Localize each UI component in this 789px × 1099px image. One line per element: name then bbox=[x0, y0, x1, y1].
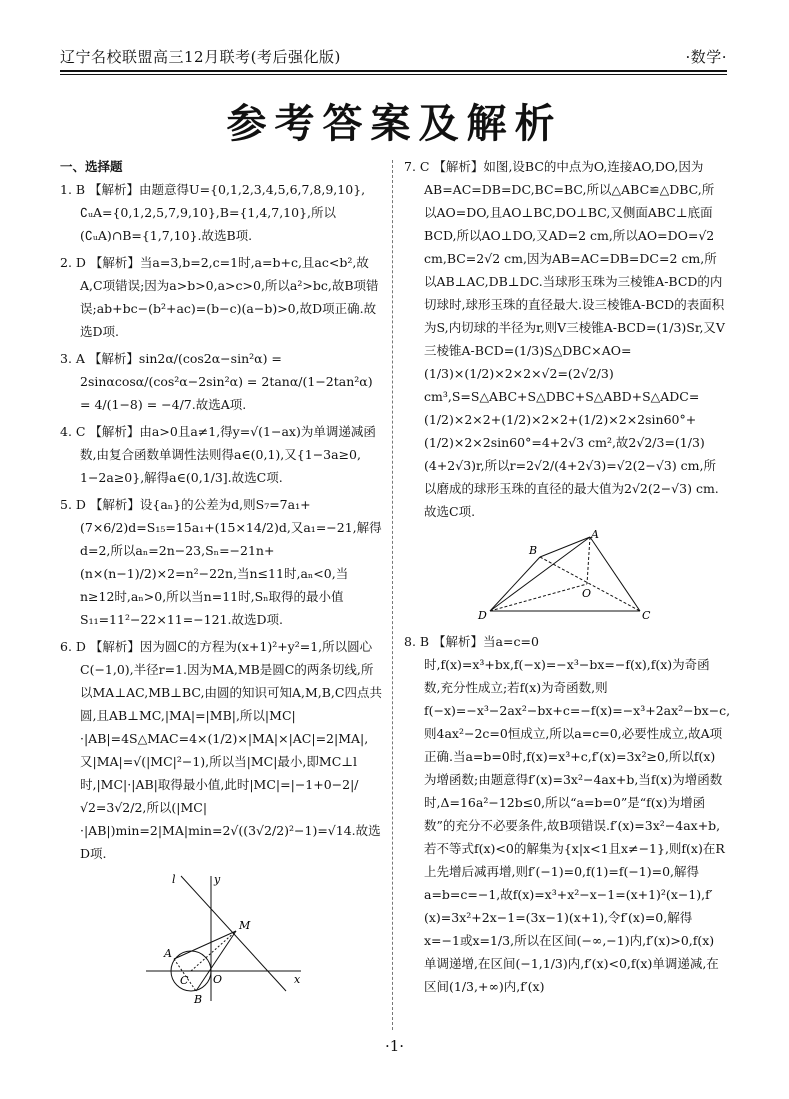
fig7-label-o: O bbox=[582, 587, 592, 600]
fig6-label-m: M bbox=[239, 919, 251, 932]
figure-7-tetrahedron bbox=[475, 529, 655, 624]
page-number: ·1· bbox=[384, 1037, 405, 1055]
fig7-label-a: A bbox=[591, 529, 599, 541]
page-header bbox=[60, 43, 727, 69]
header-rule-thin bbox=[60, 74, 727, 75]
answer-6: 6. D 【解析】因为圆C的方程为(x+1)²+y²=1,所以圆心C(−1,0),半径r=1.因为MA,MB是圆C的两条切线,所以MA⊥AC,MB⊥BC,由圆的知识可知A,M,B,C四点共圆,且AB⊥MC,|MA|=|MB|,所以|MC|·|AB|=4S△MAC=4×(1/2)×|MA|×|AC|=2|MA|,又|MA|=√(|MC|²−1),所以当|MC|最小,即MC⊥l时,|MC|·|AB|取得最小值,此时|MC|=|−1+0−2|/√2=3√2/2,所以(|MC|·|AB|)min=2|MA|min=2√((3√2/2)²−1)=√14.故选D项. bbox=[60, 639, 382, 861]
answer-7: 7. C 【解析】如图,设BC的中点为O,连接AO,DO,因为AB=AC=DB=DC,BC=BC,所以△ABC≌△DBC,所以AO=DO,且AO⊥BC,DO⊥BC,又侧面ABC⊥底面BCD,所以AO⊥DO,又AD=2 cm,所以AO=DO=√2 cm,BC=2√2 cm,因为AB=AC=DB=DC=2 cm,所以AB⊥AC,DB⊥DC.当球形玉珠为三棱锥A-BCD的内切球时,球形玉珠的直径最大.设三棱锥A-BCD的表面积为S,内切球的半径为r,则V三棱锥A-BCD=(1/3)Sr,又V三棱锥A-BCD=(1/3)S△DBC×AO=(1/3)×(1/2)×2×2×√2=(2√2/3) cm³,S=S△ABC+S△DBC+S△ABD+S△ADC=(1/2)×2×2+(1/2)×2×2+(1/2)×2×2sin60°+(1/2)×2×2sin60°=4+2√3 cm²,故2√2/3=(1/3)(4+2√3)r,所以r=2√2/(4+2√3)=√2(2−√3) cm,所以磨成的球形玉珠的直径的最大值为2√2(2−√3) cm.故选C项. bbox=[404, 159, 725, 519]
figure-6-circle-tangent bbox=[136, 871, 306, 1006]
fig6-label-x: x bbox=[294, 973, 301, 986]
answer-3: 3. A 【解析】sin2α/(cos2α−sin²α) = 2sinαcosα/(cos²α−2sin²α) = 2tanα/(1−2tan²α) = 4/(1−8) = −4/7.故选A项. bbox=[60, 351, 373, 412]
header-rule-thick bbox=[60, 70, 727, 72]
answer-5: 5. D 【解析】设{aₙ}的公差为d,则S₇=7a₁+(7×6/2)d=S₁₅=15a₁+(15×14/2)d,又a₁=−21,解得d=2,所以aₙ=2n−23,Sₙ=−21n+(n×(n−1)/2)×2=n²−22n,当n≤11时,aₙ<0,当n≥12时,aₙ>0,所以当n=11时,Sₙ取得的最小值S₁₁=11²−22×11=−121.故选D项. bbox=[60, 497, 382, 627]
exam-name: 辽宁名校联盟高三12月联考(考后强化版) bbox=[60, 47, 341, 66]
fig6-label-o: O bbox=[213, 973, 223, 986]
right-column bbox=[404, 155, 731, 1002]
column-divider bbox=[392, 160, 393, 1030]
answer-8: 8. B 【解析】当a=c=0时,f(x)=x³+bx,f(−x)=−x³−bx=−f(x),f(x)为奇函数,充分性成立;若f(x)为奇函数,则f(−x)=−x³−2ax²−bx+c=−f(x)=−x³+2ax²−bx−c,则4ax²−2c=0恒成立,所以a=c=0,必要性成立,故A项正确.当a=b=0时,f(x)=x³+c,f′(x)=3x²≥0,所以f(x)为增函数;由题意得f′(x)=3x²−4ax+b,当f(x)为增函数时,Δ=16a²−12b≤0,所以“a=b=0”是“f(x)为增函数”的充分不必要条件,故B项错误.f′(x)=3x²−4ax+b,若不等式f(x)<0的解集为{x|x<1且x≠−1},则f(x)在R上先增后减再增,则f′(−1)=0,f(1)=f(−1)=0,解得a=b=c=−1,故f(x)=x³+x²−x−1=(x+1)²(x−1),f′(x)=3x²+2x−1=(3x−1)(x+1),令f′(x)=0,解得x=−1或x=1/3,所以在区间(−∞,−1)内,f′(x)>0,f(x)单调递增,在区间(−1,1/3)内,f′(x)<0,f(x)单调递减,在区间(1/3,+∞)内,f′(x) bbox=[404, 634, 731, 994]
fig6-label-b: B bbox=[194, 993, 203, 1006]
left-column bbox=[60, 155, 382, 1012]
answer-1: 1. B 【解析】由题意得U={0,1,2,3,4,5,6,7,8,9,10}, ∁ᵤA={0,1,2,5,7,9,10},B={1,4,7,10},所以(∁ᵤA)∩B={1,7,10}.故选B项. bbox=[60, 182, 366, 243]
fig7-label-d: D bbox=[478, 609, 487, 622]
subject-label: ·数学· bbox=[685, 47, 727, 66]
fig7-label-b: B bbox=[529, 544, 538, 557]
section-heading: 一、选择题 bbox=[60, 159, 123, 174]
fig6-label-l: l bbox=[172, 873, 176, 886]
answer-4: 4. C 【解析】由a>0且a≠1,得y=√(1−ax)为单调递减函数,由复合函数单调性法则得a∈(0,1),又{1−3a≥0, 1−2a≥0},解得a∈(0,1/3].故选C项. bbox=[60, 424, 376, 485]
fig7-label-c: C bbox=[642, 609, 651, 622]
answer-2: 2. D 【解析】当a=3,b=2,c=1时,a=b+c,且ac<b²,故A,C项错误;因为a>b>0,a>c>0,所以a²>bc,故B项错误;ab+bc−(b²+ac)=(b−c)(a−b)>0,故D项正确.故选D项. bbox=[60, 255, 379, 339]
fig6-label-y: y bbox=[214, 873, 221, 886]
page-title: 参考答案及解析 bbox=[226, 101, 563, 147]
fig6-label-a: A bbox=[164, 947, 172, 960]
fig6-label-c: C bbox=[180, 974, 189, 987]
